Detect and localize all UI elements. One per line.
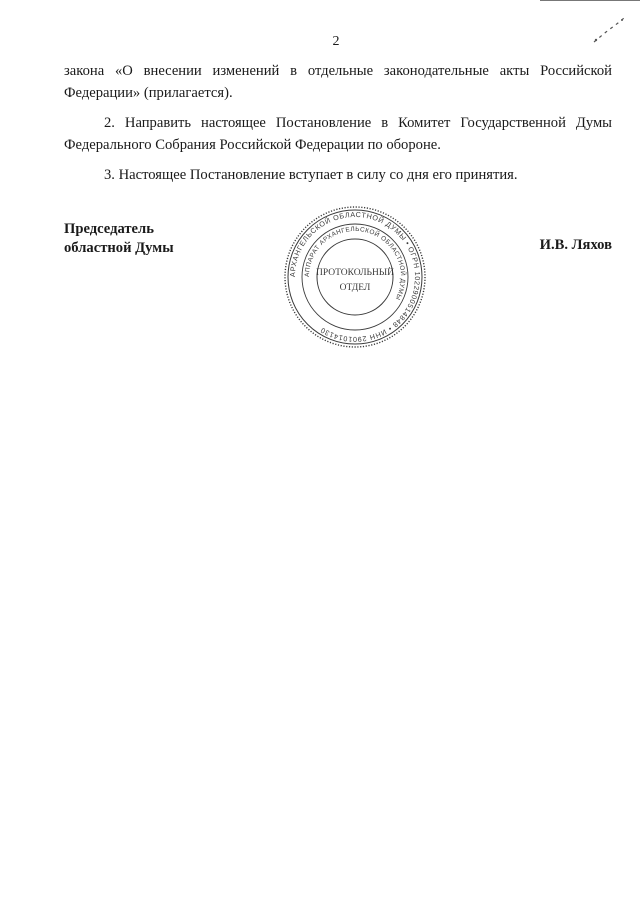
paragraph-continuation: закона «О внесении изменений в отдельные законодательные акты Российской Федерации» (прилагается). [64, 63, 612, 101]
seal-center-line1: ПРОТОКОЛЬНЫЙ [315, 268, 395, 278]
signatory-name: И.В. Ляхов [539, 237, 612, 253]
signatory-title [64, 220, 174, 258]
scan-edge-line [540, 0, 640, 1]
official-seal-stamp [283, 205, 427, 349]
signatory-title-line2: областной Думы [64, 240, 174, 256]
signatory-title-line1: Председатель [64, 221, 154, 237]
paragraph-item-2: 2. Направить настоящее Постановление в Комитет Государственной Думы Федерального Собрания Российской Федерации по обороне. [64, 115, 612, 153]
page-number: 2 [332, 34, 340, 49]
seal-center-line2: ОТДЕЛ [339, 283, 371, 293]
seal-outer-text: АРХАНГЕЛЬСКОЙ ОБЛАСТНОЙ ДУМЫ • ОГРН 1022900514848 • ИНН 2901014130 [287, 209, 423, 345]
paragraph-item-3: 3. Настоящее Постановление вступает в силу со дня его принятия. [104, 167, 518, 183]
seal-inner-text: АППАРАТ АРХАНГЕЛЬСКОЙ ОБЛАСТНОЙ ДУМЫ [303, 225, 407, 302]
